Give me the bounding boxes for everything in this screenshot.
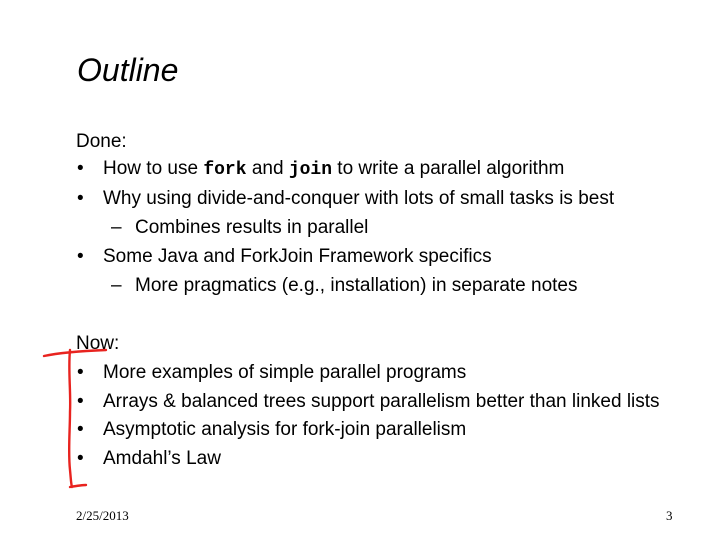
now-item-2 bbox=[77, 390, 660, 414]
fork-code: fork bbox=[203, 160, 247, 180]
done-item-3 bbox=[77, 245, 492, 269]
done-heading: Done: bbox=[76, 131, 127, 152]
footer-date: 2/25/2013 bbox=[76, 508, 129, 523]
bullet-marker: • bbox=[77, 158, 84, 179]
done-item-1-text-a: How to use bbox=[103, 158, 204, 179]
bullet-marker: • bbox=[77, 448, 84, 469]
bullet-marker: • bbox=[77, 419, 84, 440]
done-item-1 bbox=[77, 157, 565, 182]
done-item-3-text: Some Java and ForkJoin Framework specifics bbox=[103, 246, 492, 267]
dash-marker: – bbox=[111, 217, 122, 238]
now-heading: Now: bbox=[76, 333, 120, 354]
done-item-1-text-c: to write a parallel algorithm bbox=[332, 158, 565, 179]
done-subitem-1 bbox=[111, 216, 369, 240]
now-item-4-text: Amdahl’s Law bbox=[103, 448, 221, 469]
done-subitem-2-text: More pragmatics (e.g., installation) in separate notes bbox=[135, 275, 578, 296]
now-item-4 bbox=[77, 447, 221, 471]
bullet-marker: • bbox=[77, 246, 84, 267]
bullet-marker: • bbox=[77, 362, 84, 383]
done-item-2-text: Why using divide-and-conquer with lots of small tasks is best bbox=[103, 188, 615, 209]
done-subitem-1-text: Combines results in parallel bbox=[135, 217, 369, 238]
done-item-1-text-b: and bbox=[246, 158, 289, 179]
bullet-marker: • bbox=[77, 188, 84, 209]
now-item-3 bbox=[77, 418, 467, 442]
join-code: join bbox=[288, 160, 333, 180]
now-item-1-text: More examples of simple parallel programs bbox=[103, 362, 467, 383]
now-item-2-text: Arrays & balanced trees support parallelism better than linked lists bbox=[103, 391, 660, 412]
done-item-2 bbox=[77, 187, 615, 211]
now-item-3-text: Asymptotic analysis for fork-join parallelism bbox=[103, 419, 467, 440]
done-subitem-2 bbox=[111, 274, 578, 298]
dash-marker: – bbox=[111, 275, 122, 296]
now-item-1 bbox=[77, 361, 467, 385]
bullet-marker: • bbox=[77, 391, 84, 412]
slide-title: Outline bbox=[77, 52, 179, 88]
footer-page-number: 3 bbox=[666, 508, 673, 523]
